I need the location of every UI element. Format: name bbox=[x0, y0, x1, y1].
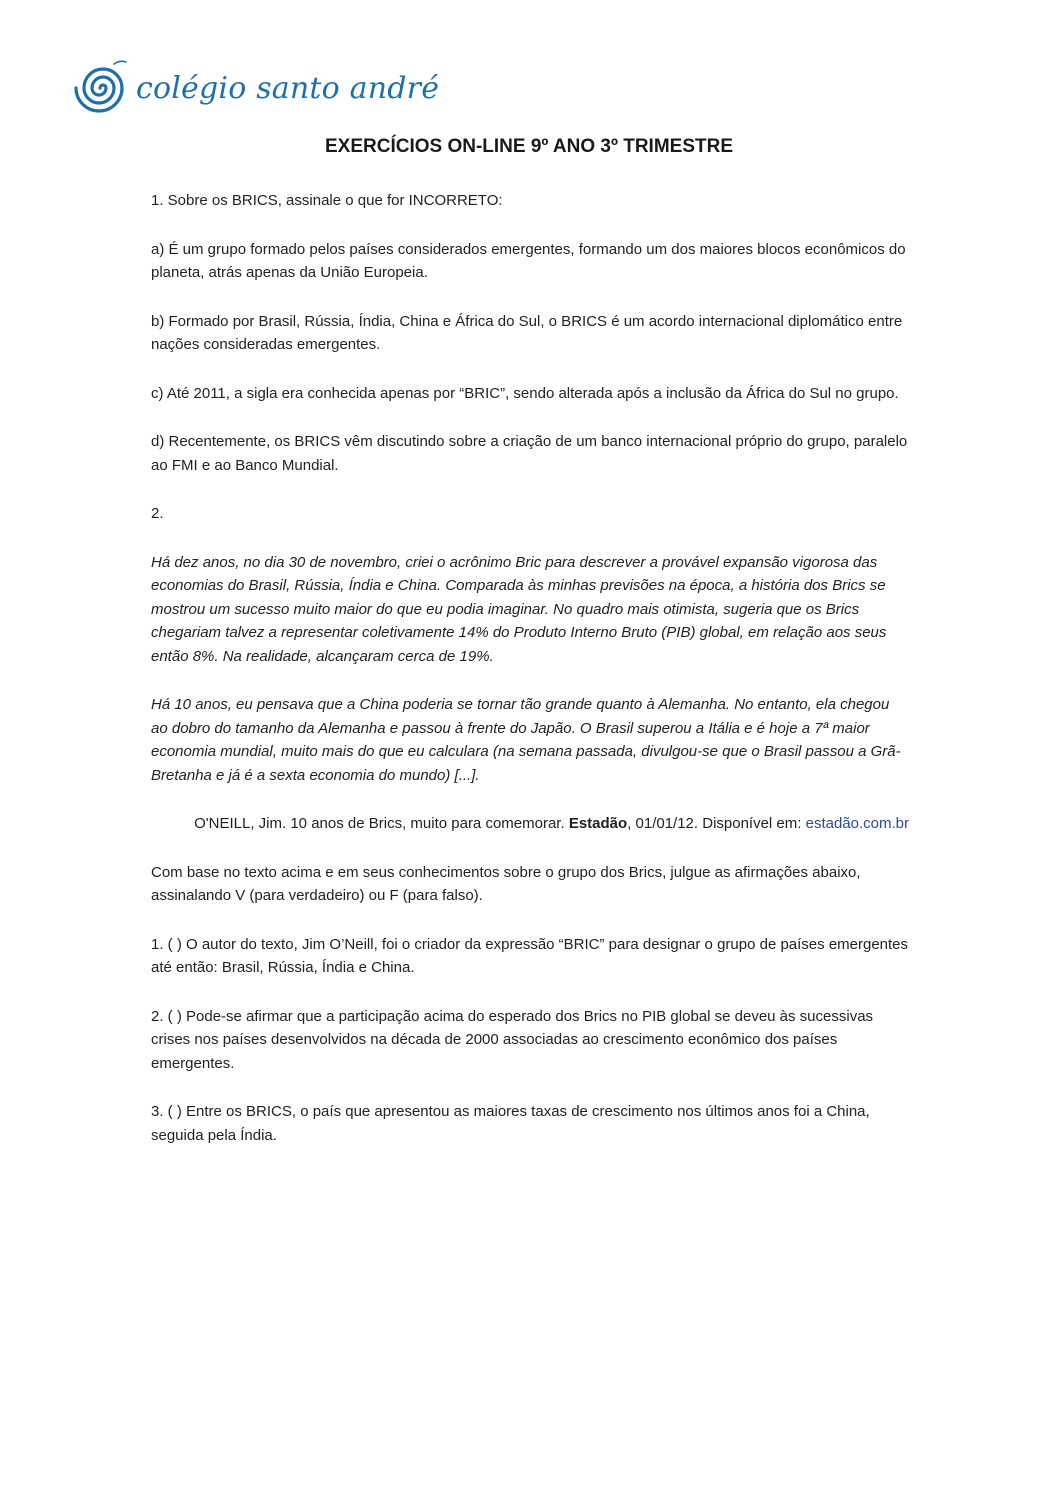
question-1-option-a: a) É um grupo formado pelos países considerados emergentes, formando um dos maiores blocos econômicos do planeta, atrás apenas da União Europeia. bbox=[151, 240, 906, 281]
excerpt-paragraph-2: Há 10 anos, eu pensava que a China poderia se tornar tão grande quanto à Alemanha. No entanto, ela chegou ao dobro do tamanho da Alemanha e passou à frente do Japão. O Brasil superou a Itália e é hoje a 7ª maior economia mundial, muito mais do que eu calculara (na semana passada, divulgou-se que o Brasil passou a Grã-Bretanha e já é a sexta economia do mundo) [...]. bbox=[151, 696, 901, 784]
question-2-number: 2. bbox=[151, 505, 164, 522]
question-1-option-d: d) Recentemente, os BRICS vêm discutindo sobre a criação de um banco internacional próprio do grupo, paralelo ao FMI e ao Banco Mundial. bbox=[151, 433, 908, 474]
excerpt-source bbox=[151, 812, 909, 836]
source-link[interactable]: estadão.com.br bbox=[805, 815, 909, 832]
school-name: colégio santo andré bbox=[136, 70, 440, 106]
page-title: EXERCÍCIOS ON-LINE 9º ANO 3º TRIMESTRE bbox=[325, 136, 733, 157]
statement-3: 3. ( ) Entre os BRICS, o país que apresentou as maiores taxas de crescimento nos últimos anos foi a China, seguida pela Índia. bbox=[151, 1103, 870, 1144]
school-logo bbox=[74, 56, 439, 120]
source-prefix: O'NEILL, Jim. 10 anos de Brics, muito para comemorar. bbox=[194, 815, 569, 832]
question-1-option-c: c) Até 2011, a sigla era conhecida apenas por “BRIC”, sendo alterada após a inclusão da África do Sul no grupo. bbox=[151, 384, 899, 402]
question-2-instruction: Com base no texto acima e em seus conhecimentos sobre o grupo dos Brics, julgue as afirmações abaixo, assinalando V (para verdadeiro) ou F (para falso). bbox=[151, 863, 861, 904]
document-body bbox=[151, 189, 909, 1172]
excerpt-paragraph-1: Há dez anos, no dia 30 de novembro, criei o acrônimo Bric para descrever a provável expansão vigorosa das economias do Brasil, Rússia, Índia e China. Comparada às minhas previsões na época, a história dos Brics se mostrou um sucesso muito maior do que eu podia imaginar. No quadro mais otimista, sugeria que os Brics chegariam talvez a representar coletivamente 14% do Produto Interno Bruto (PIB) global, em relação aos seus então 8%. Na realidade, alcançaram cerca de 19%. bbox=[151, 553, 887, 665]
source-suffix: , 01/01/12. Disponível em: bbox=[627, 815, 806, 832]
statement-1: 1. ( ) O autor do texto, Jim O’Neill, foi o criador da expressão “BRIC” para designar o grupo de países emergentes até então: Brasil, Rússia, Índia e China. bbox=[151, 935, 909, 976]
source-publication: Estadão bbox=[568, 815, 628, 832]
question-1-option-b: b) Formado por Brasil, Rússia, Índia, China e África do Sul, o BRICS é um acordo internacional diplomático entre nações consideradas emergentes. bbox=[151, 312, 903, 353]
swirl-logo-icon bbox=[74, 58, 132, 118]
question-1-prompt: 1. Sobre os BRICS, assinale o que for INCORRETO: bbox=[151, 192, 503, 209]
statement-2: 2. ( ) Pode-se afirmar que a participação acima do esperado dos Brics no PIB global se deveu às sucessivas crises nos países desenvolvidos na década de 2000 associadas ao crescimento econômico dos países emergentes. bbox=[151, 1007, 874, 1072]
